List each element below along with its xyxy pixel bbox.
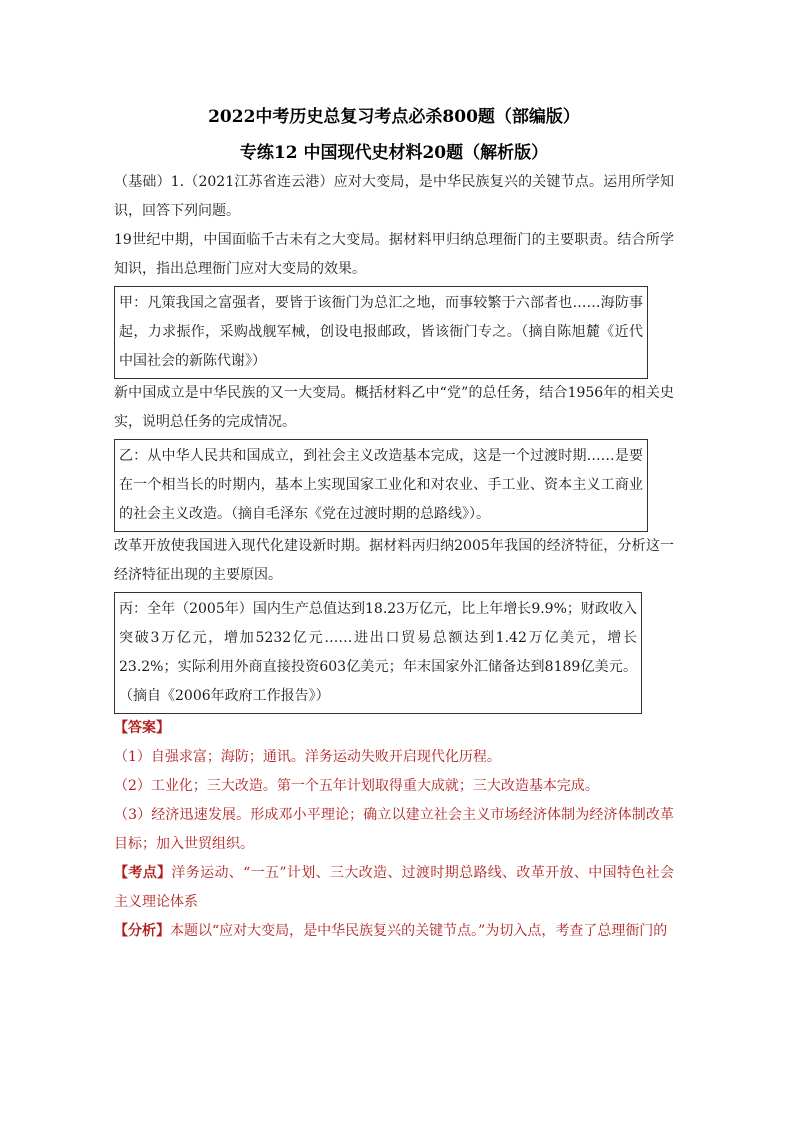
kaodian-text: 洋务运动、“一五”计划、三大改造、过渡时期总路线、改革开放、中国特色社会主义理论体系 (114, 865, 675, 910)
question-intro: （基础）1.（2021江苏省连云港）应对大变局，是中华民族复兴的关键节点。运用所学知识，回答下列问题。 (114, 174, 674, 219)
answer-item-1: （1）自强求富；海防；通讯。洋务运动失败开启现代化历程。 (114, 749, 501, 765)
part3-prompt: 改革开放使我国进入现代化建设新时期。据材料丙归纳2005年我国的经济特征，分析这一经济特征出现的主要原因。 (114, 538, 674, 583)
material-bing-box: 丙：全年（2005年）国内生产总值达到18.23万亿元，比上年增长9.9%；财政收入突破3万亿元，增加5232亿元……进出口贸易总额达到1.42万亿美元，增长23.2%；实际利用外商直接投资603亿美元；年末国家外汇储备达到8189亿美元。（摘自《2006年政府工作报告》） (114, 592, 642, 714)
material-jia-box: 甲：凡策我国之富强者，要皆于该衙门为总汇之地，而事较繁于六部者也……海防事起，力求振作，采购战舰军械，创设电报邮政，皆该衙门专之。（摘自陈旭麓《近代中国社会的新陈代谢》） (114, 286, 648, 379)
answer-item-2: （2）工业化；三大改造。第一个五年计划取得重大成就；三大改造基本完成。 (114, 778, 599, 794)
document-title: 2022中考历史总复习考点必杀800题（部编版） (208, 107, 580, 127)
material-yi-box: 乙：从中华人民共和国成立，到社会主义改造基本完成，这是一个过渡时期……是要在一个相当长的时期内，基本上实现国家工业化和对农业、手工业、资本主义工商业的社会主义改造。（摘自毛泽东《党在过渡时期的总路线》）。 (114, 439, 648, 532)
kaodian-section (114, 859, 674, 917)
fenxi-section (114, 917, 674, 946)
part2-prompt: 新中国成立是中华民族的又一大变局。概括材料乙中“党”的总任务，结合1956年的相关史实，说明总任务的完成情况。 (114, 385, 674, 430)
answer-heading: 【答案】 (114, 720, 170, 736)
kaodian-tag: 【考点】 (114, 865, 172, 881)
part1-prompt: 19世纪中期，中国面临千古未有之大变局。据材料甲归纳总理衙门的主要职责。结合所学知识，指出总理衙门应对大变局的效果。 (114, 232, 674, 277)
answer-item-3: （3）经济迅速发展。形成邓小平理论；确立以建立社会主义市场经济体制为经济体制改革目标；加入世贸组织。 (114, 807, 674, 852)
fenxi-text: 本题以“应对大变局，是中华民族复兴的关键节点。”为切入点，考查了总理衙门的 (170, 923, 668, 939)
fenxi-tag: 【分析】 (114, 923, 170, 939)
document-subtitle: 专练12 中国现代史材料20题（解析版） (239, 143, 549, 163)
document-page (114, 100, 674, 946)
